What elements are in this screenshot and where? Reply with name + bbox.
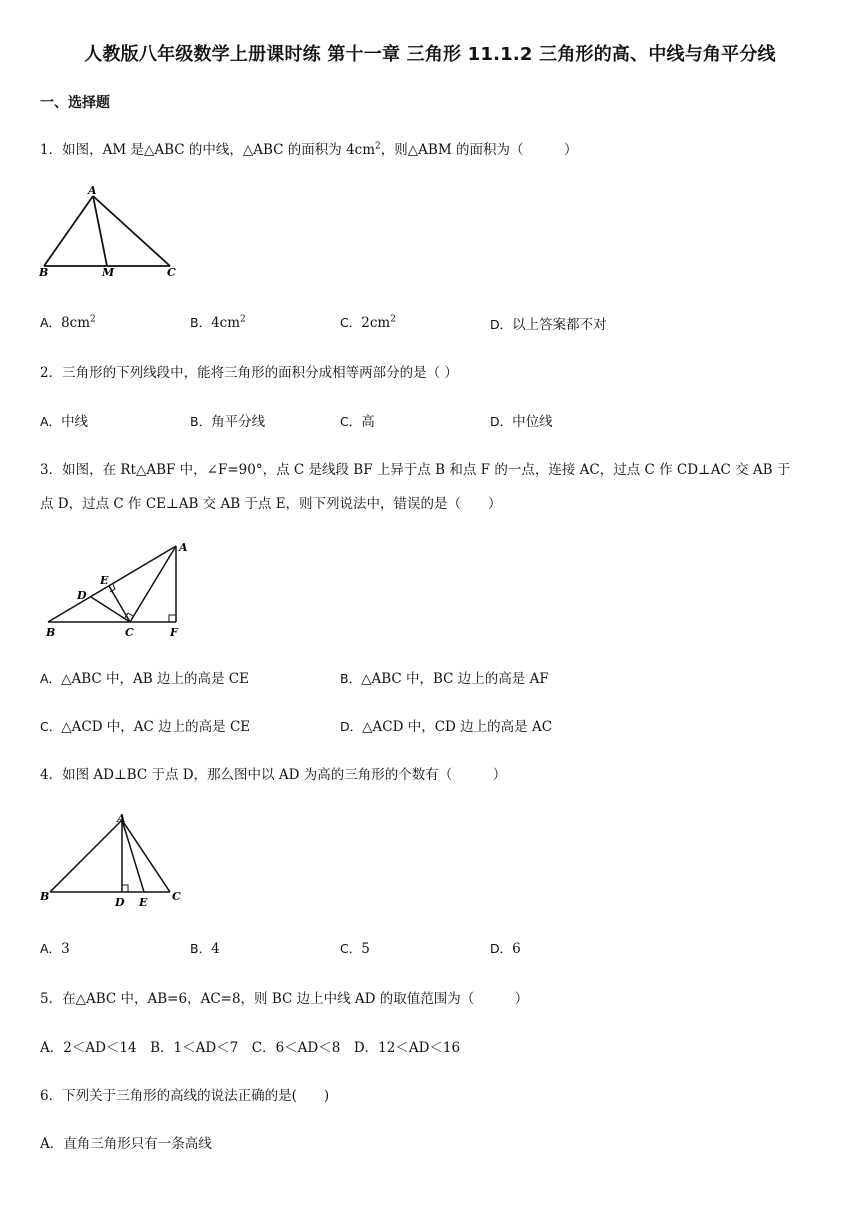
q2-option-a-text: 中线 (61, 414, 89, 430)
q1-option-d-text: 以上答案都不对 (512, 317, 607, 333)
q1-option-c[interactable] (340, 313, 396, 331)
q4-label-c: C (172, 890, 181, 903)
q4-option-d-key: D． (490, 941, 513, 956)
q3-label-e: E (100, 574, 109, 587)
q3-option-c-key: C． (40, 719, 62, 734)
q2-option-c-key: C． (340, 414, 362, 429)
q4-option-d-text: 6 (512, 941, 521, 957)
figure-q4-triangle (38, 810, 198, 914)
question-1-text-a: 1．如图，AM 是△ABC 的中线，△ABC 的面积为 4cm (40, 142, 376, 158)
q4-option-b-key: B． (190, 941, 212, 956)
q2-option-c[interactable] (340, 410, 375, 430)
q1-option-c-sup: 2 (390, 314, 396, 325)
q1-label-m: M (102, 266, 115, 279)
question-3-line-2: 点 D，过点 C 作 CE⊥AB 交 AB 于点 E，则下列说法中，错误的是（ ） (40, 496, 502, 512)
figure-q3-right-triangle (40, 538, 200, 642)
q1-option-a[interactable] (40, 313, 96, 331)
question-3-line-1: 3．如图，在 Rt△ABF 中，∠F=90°，点 C 是线段 BF 上异于点 B 和点 F 的一点，连接 AC，过点 C 作 CD⊥AC 交 AB 于 (40, 462, 791, 478)
q2-option-d[interactable] (490, 410, 553, 430)
q4-option-b-text: 4 (211, 941, 220, 957)
q3-label-b: B (46, 626, 56, 639)
question-5: 5．在△ABC 中，AB=6，AC=8，则 BC 边上中线 AD 的取值范围为（ ） (40, 991, 529, 1007)
q4-label-e: E (139, 896, 148, 909)
q3-option-a-key: A． (40, 671, 62, 686)
q3-option-c[interactable] (40, 715, 250, 735)
q3-option-c-text: △ACD 中，AC 边上的高是 CE (61, 719, 251, 735)
q2-option-b-key: B． (190, 414, 212, 429)
q1-option-c-key: C． (340, 315, 362, 330)
q3-label-f: F (170, 626, 178, 639)
q3-option-d-key: D． (340, 719, 363, 734)
q4-option-c-key: C． (340, 941, 362, 956)
q4-option-a-text: 3 (61, 941, 70, 957)
q5-options[interactable]: A．2＜AD＜14 B．1＜AD＜7 C．6＜AD＜8 D．12＜AD＜16 (40, 1040, 461, 1056)
question-1 (40, 138, 577, 158)
q3-option-d-text: △ACD 中，CD 边上的高是 AC (362, 719, 553, 735)
q4-label-a: A (117, 812, 126, 825)
q1-option-c-text: 2cm (361, 315, 391, 331)
q1-label-b: B (39, 266, 49, 279)
q4-label-d: D (115, 896, 125, 909)
q3-option-b[interactable] (340, 667, 549, 687)
q4-option-c-text: 5 (361, 941, 370, 957)
q3-option-d[interactable] (340, 715, 552, 735)
q3-label-d: D (77, 589, 87, 602)
q4-option-b[interactable] (190, 939, 220, 957)
q3-option-a-text: △ABC 中，AB 边上的高是 CE (61, 671, 249, 687)
q1-option-a-text: 8cm (61, 315, 91, 331)
question-4: 4．如图 AD⊥BC 于点 D，那么图中以 AD 为高的三角形的个数有（ ） (40, 767, 507, 783)
q4-option-a-key: A． (40, 941, 62, 956)
q4-option-a[interactable] (40, 939, 70, 957)
question-6: 6．下列关于三角形的高线的说法正确的是( ) (40, 1088, 330, 1104)
q4-option-d[interactable] (490, 939, 521, 957)
q2-option-d-text: 中位线 (512, 414, 553, 430)
q6-option-a[interactable]: A．直角三角形只有一条高线 (40, 1136, 212, 1152)
question-2: 2．三角形的下列线段中，能将三角形的面积分成相等两部分的是（ ） (40, 365, 458, 381)
question-1-sup: 2 (375, 141, 381, 152)
q2-option-c-text: 高 (361, 414, 375, 430)
q2-option-a[interactable] (40, 410, 88, 430)
q3-label-a: A (179, 541, 188, 554)
q1-option-a-key: A． (40, 315, 62, 330)
q1-option-b-text: 4cm (211, 315, 241, 331)
page-title: 人教版八年级数学上册课时练 第十一章 三角形 11.1.2 三角形的高、中线与角平分线 (84, 44, 776, 65)
q1-option-b[interactable] (190, 313, 246, 331)
q3-label-c: C (125, 626, 134, 639)
figure-q1-triangle (36, 180, 196, 280)
q4-label-b: B (40, 890, 50, 903)
q2-option-a-key: A． (40, 414, 62, 429)
q1-option-d[interactable] (490, 313, 607, 333)
q2-option-b-text: 角平分线 (211, 414, 266, 430)
q2-option-b[interactable] (190, 410, 265, 430)
q3-option-b-key: B． (340, 671, 362, 686)
q4-option-c[interactable] (340, 939, 370, 957)
q2-option-d-key: D． (490, 414, 513, 429)
q3-option-b-text: △ABC 中，BC 边上的高是 AF (361, 671, 549, 687)
q3-option-a[interactable] (40, 667, 249, 687)
question-1-text-b: ，则△ABM 的面积为（ ） (380, 142, 578, 158)
q1-label-a: A (88, 184, 97, 197)
q1-option-a-sup: 2 (90, 314, 96, 325)
q1-label-c: C (167, 266, 176, 279)
q1-option-b-key: B． (190, 315, 212, 330)
section-heading: 一、选择题 (40, 95, 110, 111)
q1-option-d-key: D． (490, 317, 513, 332)
q1-option-b-sup: 2 (240, 314, 246, 325)
